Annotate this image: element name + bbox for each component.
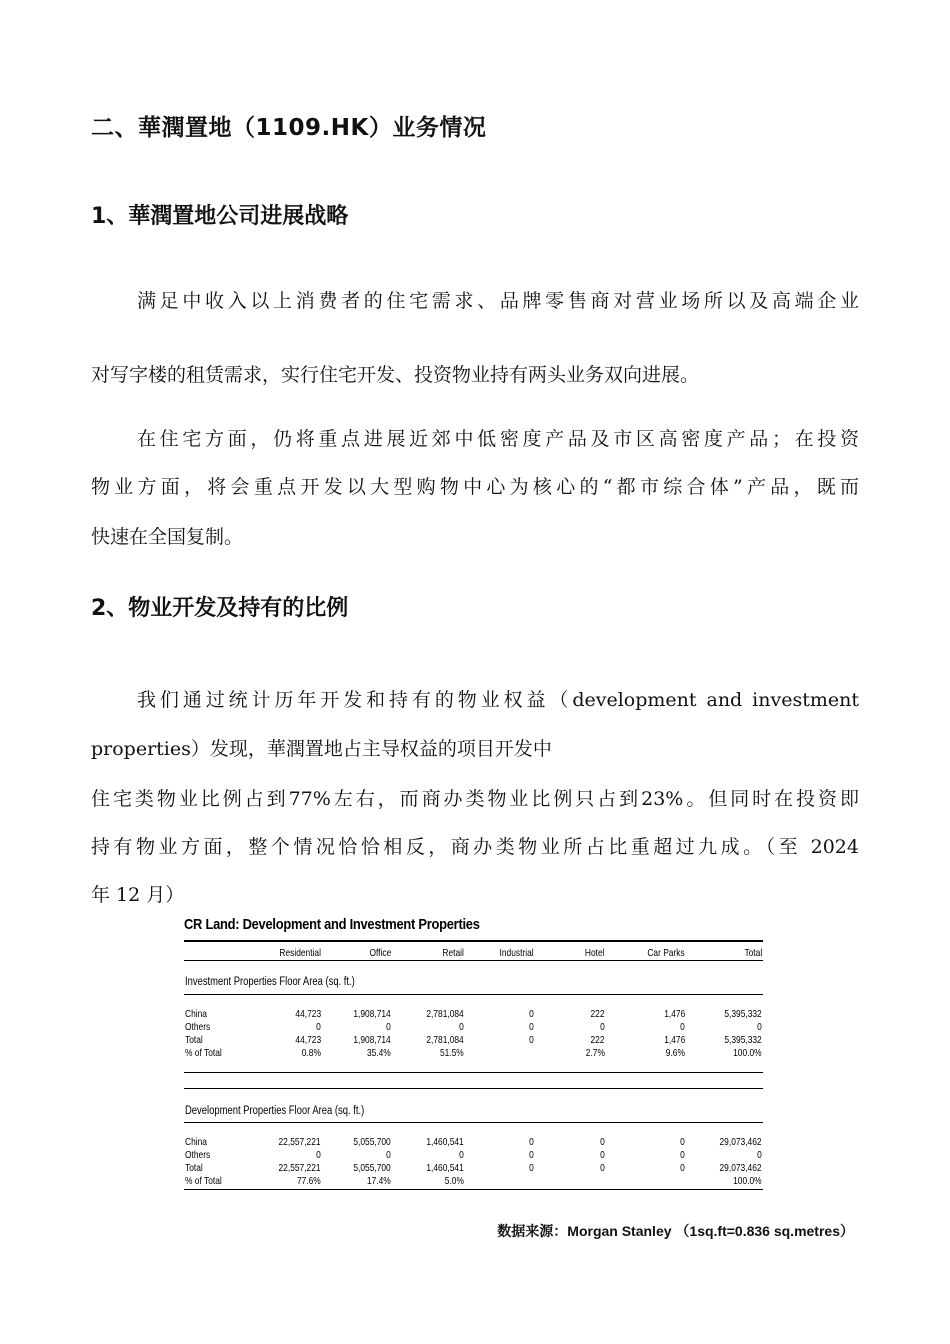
- table-cell: 22,557,221: [278, 1136, 321, 1148]
- row-label: China: [185, 1136, 207, 1148]
- table-cell: 44,723: [295, 1034, 321, 1046]
- paragraph-3-line-4: 持有物业方面，整个情况恰恰相反，商办类物业所占比重超过九成。（至 2024: [91, 836, 859, 858]
- table-cell: 2.7%: [585, 1047, 605, 1059]
- paragraph-2-line-1: 在住宅方面，仍将重点进展近郊中低密度产品及市区高密度产品；在投资: [137, 428, 859, 450]
- table-cell: 5,395,332: [724, 1008, 762, 1020]
- table-cell: 0: [529, 1149, 534, 1161]
- table-cell: 100.0%: [733, 1047, 762, 1059]
- table-cell: 0: [316, 1149, 321, 1161]
- table-cell: 5,395,332: [724, 1034, 762, 1046]
- table-title: CR Land: Development and Investment Properties: [184, 916, 480, 933]
- table-cell: 29,073,462: [719, 1136, 762, 1148]
- table-cell: 0: [316, 1021, 321, 1033]
- table-rule: [184, 1189, 763, 1190]
- table-cell: 5,055,700: [353, 1162, 391, 1174]
- paragraph-1-line-1: 满足中收入以上消费者的住宅需求、品牌零售商对营业场所以及高端企业: [137, 290, 859, 312]
- table-cell: 0: [459, 1149, 464, 1161]
- column-header: Total: [744, 947, 762, 959]
- table-cell: 0: [386, 1021, 391, 1033]
- column-header: Retail: [442, 947, 464, 959]
- paragraph-3-line-2: properties）发现，華潤置地占主导权益的项目开发中: [91, 738, 552, 760]
- development-section-label: Development Properties Floor Area (sq. ft.): [185, 1105, 365, 1117]
- section-1-title: 1、華潤置地公司进展战略: [91, 204, 349, 229]
- table-rule: [184, 1072, 763, 1073]
- page-heading: 二、華潤置地（1109.HK）业务情况: [91, 115, 487, 141]
- table-rule: [184, 960, 763, 961]
- row-label: % of Total: [185, 1047, 222, 1059]
- table-cell: 0: [680, 1136, 685, 1148]
- table-cell: 51.5%: [440, 1047, 464, 1059]
- table-cell: 0: [386, 1149, 391, 1161]
- paragraph-3-line-5: 年 12 月）: [91, 884, 185, 906]
- column-header: Hotel: [585, 947, 605, 959]
- paragraph-3-line-1: 我们通过统计历年开发和持有的物业权益（development and investment: [137, 689, 859, 711]
- paragraph-2-line-2: 物业方面，将会重点开发以大型购物中心为核心的“都市综合体”产品，既而: [91, 476, 859, 498]
- table-cell: 1,476: [663, 1034, 685, 1046]
- table-cell: 0: [600, 1149, 605, 1161]
- table-cell: 0: [529, 1136, 534, 1148]
- table-cell: 0: [529, 1034, 534, 1046]
- table-cell: 0: [529, 1162, 534, 1174]
- table-cell: 17.4%: [367, 1175, 391, 1187]
- table-cell: 222: [590, 1008, 605, 1020]
- table-rule: [184, 1088, 763, 1089]
- table-cell: 100.0%: [733, 1175, 762, 1187]
- table-cell: 22,557,221: [278, 1162, 321, 1174]
- table-rule: [184, 940, 763, 942]
- table-rule: [184, 994, 763, 995]
- table-cell: 2,781,084: [426, 1008, 464, 1020]
- table-cell: 0: [459, 1021, 464, 1033]
- row-label: Total: [185, 1162, 203, 1174]
- data-source-note: 数据来源：Morgan Stanley （1sq.ft=0.836 sq.metres）: [497, 1223, 854, 1239]
- column-header: Residential: [279, 947, 321, 959]
- table-cell: 0: [600, 1136, 605, 1148]
- table-cell: 9.6%: [665, 1047, 685, 1059]
- row-label: Others: [185, 1149, 211, 1161]
- table-cell: 1,908,714: [353, 1008, 391, 1020]
- column-header: Car Parks: [647, 947, 685, 959]
- paragraph-3-line-3: 住宅类物业比例占到77%左右，而商办类物业比例只占到23%。但同时在投资即: [91, 788, 859, 810]
- table-cell: 35.4%: [367, 1047, 391, 1059]
- table-cell: 1,460,541: [426, 1136, 464, 1148]
- row-label: % of Total: [185, 1175, 222, 1187]
- row-label: Total: [185, 1034, 203, 1046]
- column-header: Office: [369, 947, 391, 959]
- table-cell: 77.6%: [297, 1175, 321, 1187]
- section-2-title: 2、物业开发及持有的比例: [91, 596, 349, 621]
- table-cell: 5.0%: [444, 1175, 464, 1187]
- paragraph-2-line-3: 快速在全国复制。: [91, 526, 244, 548]
- table-cell: 0: [757, 1021, 762, 1033]
- table-cell: 0: [680, 1162, 685, 1174]
- row-label: Others: [185, 1021, 211, 1033]
- table-cell: 0: [529, 1021, 534, 1033]
- column-header: Industrial: [499, 947, 534, 959]
- table-cell: 222: [590, 1034, 605, 1046]
- table-cell: 2,781,084: [426, 1034, 464, 1046]
- table-rule: [184, 1122, 763, 1123]
- table-cell: 29,073,462: [719, 1162, 762, 1174]
- table-cell: 5,055,700: [353, 1136, 391, 1148]
- table-cell: 0.8%: [301, 1047, 321, 1059]
- properties-table: [184, 916, 764, 1187]
- row-label: China: [185, 1008, 207, 1020]
- table-cell: 1,908,714: [353, 1034, 391, 1046]
- table-cell: 0: [600, 1021, 605, 1033]
- table-cell: 1,476: [663, 1008, 685, 1020]
- paragraph-1-line-2: 对写字楼的租赁需求，实行住宅开发、投资物业持有两头业务双向进展。: [91, 364, 700, 386]
- table-cell: 44,723: [295, 1008, 321, 1020]
- table-cell: 0: [680, 1021, 685, 1033]
- table-cell: 0: [600, 1162, 605, 1174]
- investment-section-label: Investment Properties Floor Area (sq. ft.): [185, 976, 355, 988]
- table-cell: 1,460,541: [426, 1162, 464, 1174]
- table-cell: 0: [680, 1149, 685, 1161]
- table-cell: 0: [529, 1008, 534, 1020]
- table-cell: 0: [757, 1149, 762, 1161]
